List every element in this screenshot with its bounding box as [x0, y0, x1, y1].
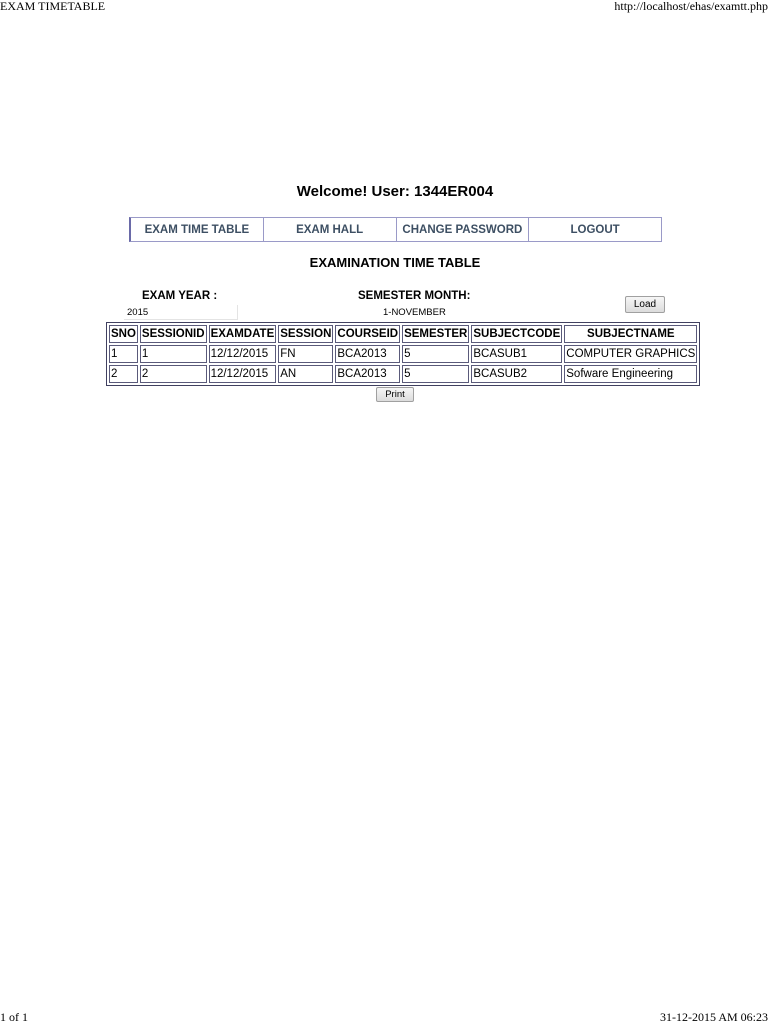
exam-year-input[interactable] [124, 305, 238, 320]
col-subjectcode: SUBJECTCODE [471, 325, 562, 343]
cell-semester: 5 [402, 345, 469, 363]
cell-session: AN [278, 365, 333, 383]
cell-courseid: BCA2013 [335, 365, 400, 383]
print-footer-page: 1 of 1 [0, 1010, 28, 1024]
print-button[interactable]: Print [376, 387, 414, 402]
cell-semester: 5 [402, 365, 469, 383]
semester-month-select[interactable]: 1-NOVEMBER [383, 307, 446, 318]
print-footer-datetime: 31-12-2015 AM 06:23 [660, 1010, 768, 1024]
col-sno: SNO [109, 325, 138, 343]
cell-sessionid: 2 [140, 365, 207, 383]
col-examdate: EXAMDATE [209, 325, 277, 343]
exam-year-label: EXAM YEAR : [142, 290, 218, 302]
print-header-url: http://localhost/ehas/examtt.php [614, 0, 768, 13]
nav-exam-hall[interactable]: EXAM HALL [264, 218, 397, 241]
cell-examdate: 12/12/2015 [209, 345, 277, 363]
col-sessionid: SESSIONID [140, 325, 207, 343]
main-nav [129, 217, 662, 242]
col-semester: SEMESTER [402, 325, 469, 343]
cell-examdate: 12/12/2015 [209, 365, 277, 383]
nav-exam-time-table[interactable]: EXAM TIME TABLE [131, 218, 264, 241]
cell-subjectname: Sofware Engineering [564, 365, 697, 383]
cell-subjectcode: BCASUB1 [471, 345, 562, 363]
table-row [109, 365, 697, 383]
cell-courseid: BCA2013 [335, 345, 400, 363]
cell-sessionid: 1 [140, 345, 207, 363]
cell-subjectname: COMPUTER GRAPHICS [564, 345, 697, 363]
col-subjectname: SUBJECTNAME [564, 325, 697, 343]
col-session: SESSION [278, 325, 333, 343]
cell-sno: 2 [109, 365, 138, 383]
table-row [109, 345, 697, 363]
nav-change-password[interactable]: CHANGE PASSWORD [397, 218, 530, 241]
print-header-title: EXAM TIMETABLE [0, 0, 106, 13]
load-button[interactable]: Load [625, 296, 665, 313]
cell-subjectcode: BCASUB2 [471, 365, 562, 383]
semester-month-label: SEMESTER MONTH: [358, 290, 471, 302]
table-header-row [109, 325, 697, 343]
welcome-heading: Welcome! User: 1344ER004 [296, 183, 494, 200]
section-title: EXAMINATION TIME TABLE [309, 255, 481, 270]
nav-logout[interactable]: LOGOUT [570, 223, 620, 236]
cell-sno: 1 [109, 345, 138, 363]
exam-timetable [106, 322, 700, 386]
col-courseid: COURSEID [335, 325, 400, 343]
cell-session: FN [278, 345, 333, 363]
